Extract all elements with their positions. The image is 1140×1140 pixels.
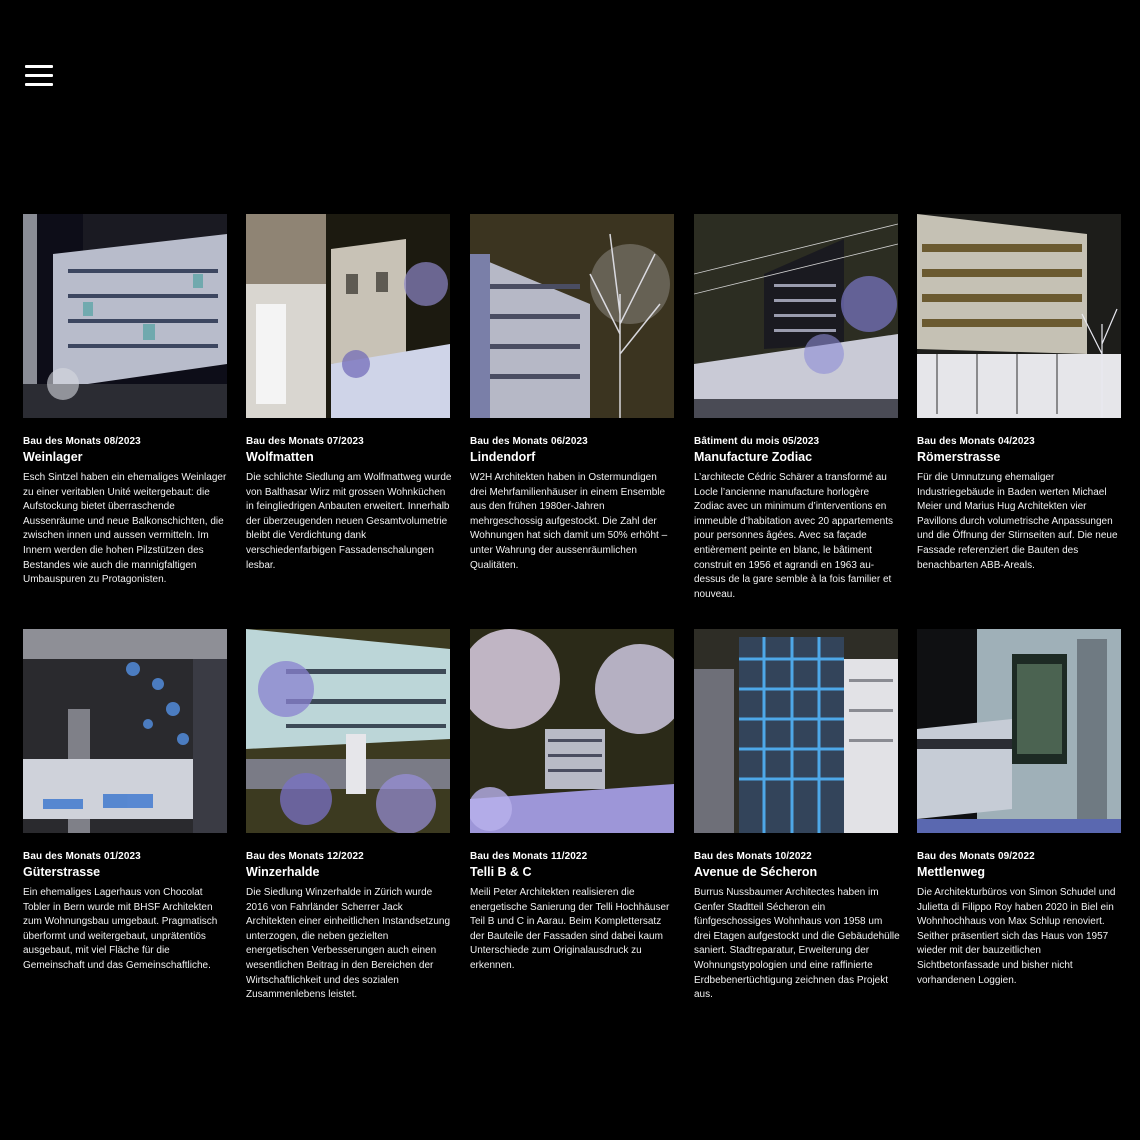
project-card-lindendorf[interactable] xyxy=(470,214,676,573)
project-title[interactable]: Manufacture Zodiac xyxy=(694,450,813,464)
project-description: Die Architekturbüros von Simon Schudel und Julietta di Filippo Roy haben 2020 in Biel ein Wohnhochhaus von Max Schlup renoviert. Seither präsentiert sich das Haus von 1957 wieder mit der bauzeitlichen Sichtbetonfassade und bisher nicht vorhandenen Loggien. xyxy=(917,887,1116,986)
project-image[interactable] xyxy=(694,214,898,418)
project-card-roemerstrasse[interactable] xyxy=(917,214,1123,573)
project-description: W2H Architekten haben in Ostermundigen drei Mehrfamilienhäuser in einem Ensemble aus den frühen 1980er-Jahren mehrgeschossig aufgestockt. Die Zahl der Wohnungen hat sich damit um 50% erhöht – unter Wahrung der aussenräumlichen Qualitäten. xyxy=(470,472,668,571)
project-description: L’architecte Cédric Schärer a transformé au Locle l’ancienne manufacture horlogère Zodiac avec un minimum d’interventions en immeuble d’habitation avec 20 appartements pour personnes âgées. Avec sa façade entièrement peinte en blanc, le bâtiment construit en 1956 et agrandi en 1963 au-dessus de la gare semble à la fois familier et nouveau. xyxy=(694,472,894,600)
project-category-label: Bâtiment du mois 05/2023 xyxy=(694,436,820,447)
project-title[interactable]: Mettlenweg xyxy=(917,865,986,879)
project-card-telli[interactable] xyxy=(470,629,676,974)
project-category-label: Bau des Monats 12/2022 xyxy=(246,851,364,862)
project-category-label: Bau des Monats 09/2022 xyxy=(917,851,1035,862)
project-image[interactable] xyxy=(917,214,1121,418)
project-image[interactable] xyxy=(470,629,674,833)
hamburger-line xyxy=(25,74,53,77)
project-category-label: Bau des Monats 04/2023 xyxy=(917,436,1035,447)
project-description: Burrus Nussbaumer Architectes haben im Genfer Stadtteil Sécheron ein fünfgeschossiges Wohnhaus von 1958 um drei Etagen aufgestockt und die Gebäudehülle saniert. Stadtreparatur, Erweiterung der Wohnungstypologien und eine raffinierte Erdbebenertüchtigung zeichnen das Projekt aus. xyxy=(694,887,900,1001)
project-category-label: Bau des Monats 10/2022 xyxy=(694,851,812,862)
project-card-winzerhalde[interactable] xyxy=(246,629,452,1003)
project-image[interactable] xyxy=(470,214,674,418)
project-card-weinlager[interactable] xyxy=(23,214,229,588)
project-card-manufacture-zodiac[interactable] xyxy=(694,214,900,602)
project-title[interactable]: Wolfmatten xyxy=(246,450,314,464)
project-description: Die schlichte Siedlung am Wolfmattweg wurde von Balthasar Wirz mit grossen Wohnküchen in feingliedrigen Anbauten erweitert. Innerhalb der überzeugenden neuen Gesamtvolumetrie bleibt die Verdichtung dank verschiedenfarbigen Fassadenschalungen lesbar. xyxy=(246,472,452,571)
project-title[interactable]: Güterstrasse xyxy=(23,865,101,879)
project-image[interactable] xyxy=(23,214,227,418)
project-title[interactable]: Weinlager xyxy=(23,450,83,464)
project-title[interactable]: Lindendorf xyxy=(470,450,536,464)
project-image[interactable] xyxy=(23,629,227,833)
project-title[interactable]: Avenue de Sécheron xyxy=(694,865,818,879)
project-title[interactable]: Römerstrasse xyxy=(917,450,1001,464)
project-card-mettlenweg[interactable] xyxy=(917,629,1123,988)
project-image[interactable] xyxy=(246,629,450,833)
project-card-wolfmatten[interactable] xyxy=(246,214,452,573)
project-card-gueterstrasse[interactable] xyxy=(23,629,229,974)
project-card-avenue-de-secheron[interactable] xyxy=(694,629,900,1003)
project-title[interactable]: Telli B & C xyxy=(470,865,532,879)
project-title[interactable]: Winzerhalde xyxy=(246,865,320,879)
project-category-label: Bau des Monats 07/2023 xyxy=(246,436,364,447)
project-description: Esch Sintzel haben ein ehemaliges Weinlager zu einer veritablen Unité weitergebaut: die Aufstockung bietet überraschende Aussenräume und neue Balkonschichten, die zwischen innen und aussen vermitteln. Im Innern werden die hohen Pilzstützen des Bestandes wie auch die mannigfaltigen Umbauspuren zu Protagonisten. xyxy=(23,472,227,586)
project-category-label: Bau des Monats 01/2023 xyxy=(23,851,141,862)
menu-button[interactable] xyxy=(25,65,55,89)
project-image[interactable] xyxy=(917,629,1121,833)
project-description: Die Siedlung Winzerhalde in Zürich wurde 2016 von Fahrländer Scherrer Jack Architekten einer einheitlichen Instandsetzung unterzogen, die neben gezielten energetischen Verbesserungen auch einen wesentlichen Beitrag in den Bereichen der Wirtschaftlichkeit und des sozialen Zusammenlebens leistet. xyxy=(246,887,451,1001)
project-category-label: Bau des Monats 08/2023 xyxy=(23,436,141,447)
project-category-label: Bau des Monats 11/2022 xyxy=(470,851,588,862)
project-image[interactable] xyxy=(246,214,450,418)
hamburger-line xyxy=(25,65,53,68)
project-description: Meili Peter Architekten realisieren die energetische Sanierung der Telli Hochhäuser Teil B und C in Aarau. Beim Komplettersatz der Bauteile der Fassaden sind dabei kaum Unterschiede zum Originalausdruck zu erkennen. xyxy=(470,887,670,971)
project-category-label: Bau des Monats 06/2023 xyxy=(470,436,588,447)
project-description: Für die Umnutzung ehemaliger Industriegebäude in Baden werten Michael Meier und Marius Hug Architekten vier Pavillons durch volumetrische Anpassungen und die Öffnung der Stirnseiten auf. Die neue Fassade referenziert die Bauten des benachbarten ABB-Areals. xyxy=(917,472,1118,571)
hamburger-line xyxy=(25,83,53,86)
project-description: Ein ehemaliges Lagerhaus von Chocolat Tobler in Bern wurde mit BHSF Architekten zum Wohnungsbau umgebaut. Pragmatisch überformt und weitergebaut, unprätentiös ausgebaut, mit viel Fläche für die Gemeinschaft und das Gemeinschaftliche. xyxy=(23,887,218,971)
project-image[interactable] xyxy=(694,629,898,833)
